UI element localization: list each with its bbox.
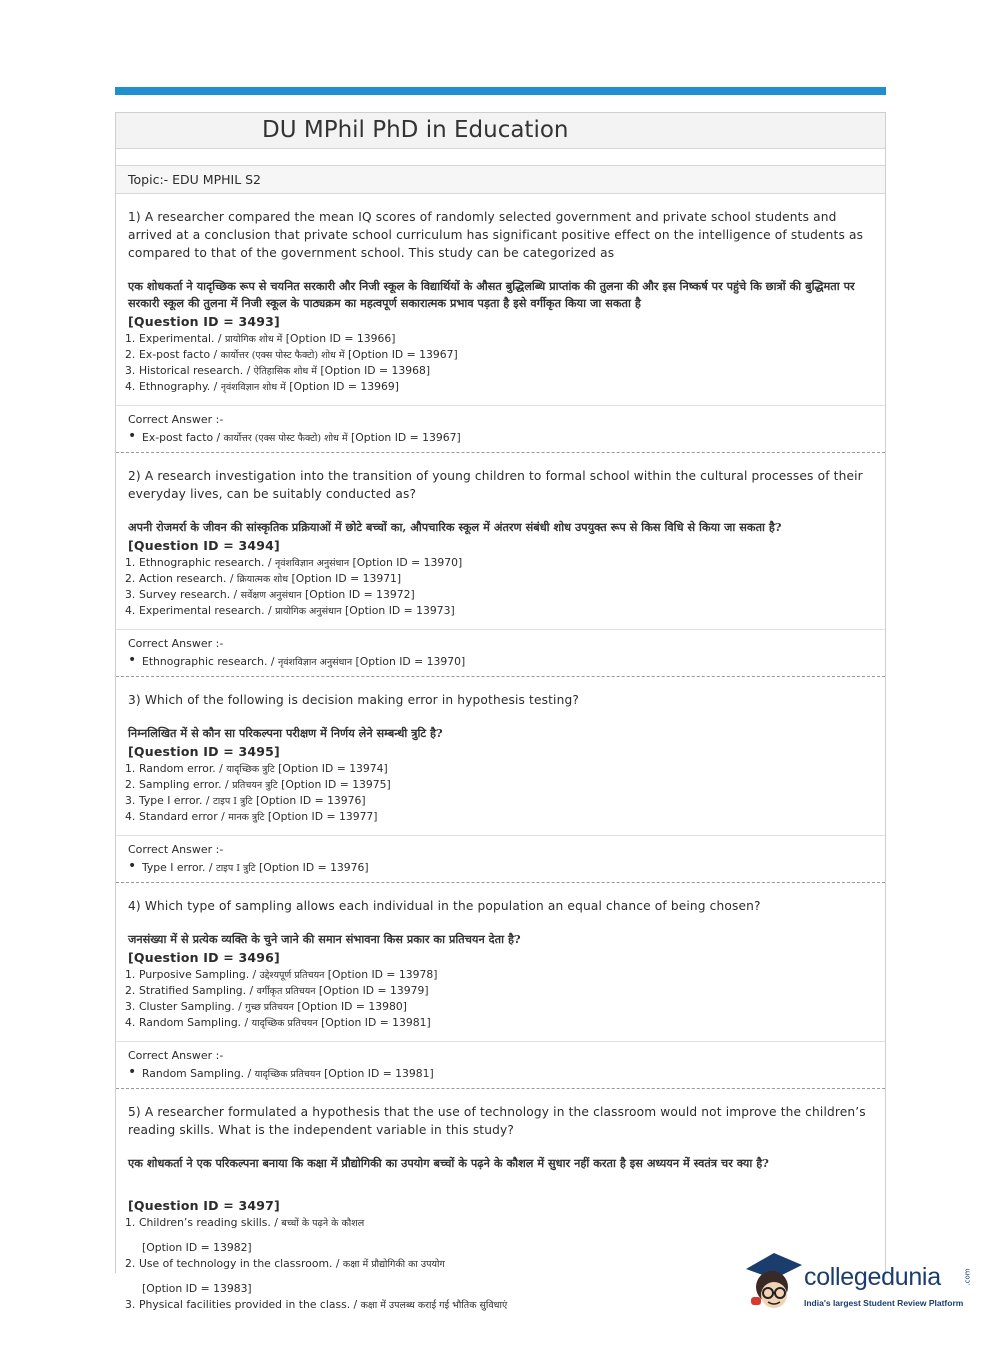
option-item: 2. Ex-post facto / कार्योत्तर (एक्स पोस्ट फैक्टो) शोध में [Option ID = 13967] [125, 348, 458, 361]
correct-answer: • Ethnographic research. / नृवंशविज्ञान अनुसंधान [Option ID = 13970] [128, 654, 873, 670]
option-item: 1. Random error. / यादृच्छिक त्रुटि [Option ID = 13974] [125, 762, 388, 775]
question-block-1 [116, 194, 885, 453]
option-item: 4. Random Sampling. / यादृच्छिक प्रतिचयन [Option ID = 13981] [125, 1016, 431, 1029]
option-item: 3. Survey research. / सर्वेक्षण अनुसंधान [Option ID = 13972] [125, 588, 415, 601]
correct-answer: • Type I error. / टाइप I त्रुटि [Option ID = 13976] [128, 860, 873, 876]
brand-suffix: .com [963, 1268, 972, 1286]
question-text-hi: एक शोधकर्ता ने एक परिकल्पना बनाया कि कक्षा में प्रौद्योगिकी का उपयोग बच्चों के पढ़ने के कौशल में सुधार नहीं करता है इस अध्ययन में स्वतंत्र चर क्या है? [128, 1156, 769, 1170]
question-id: [Question ID = 3496] [128, 950, 280, 965]
option-item: 3. Physical facilities provided in the class. / कक्षा में उपलब्ध कराई गई भौतिक सुविधाएं [125, 1298, 508, 1311]
correct-answer-block [116, 835, 885, 882]
correct-answer: • Ex-post facto / कार्योत्तर (एक्स पोस्ट फैक्टो) शोध में [Option ID = 13967] [128, 430, 873, 446]
option-item: 4. Ethnography. / नृवंशविज्ञान शोध में [Option ID = 13969] [125, 380, 399, 393]
option-item: 1. Ethnographic research. / नृवंशविज्ञान अनुसंधान [Option ID = 13970] [125, 556, 463, 569]
question-id: [Question ID = 3494] [128, 538, 280, 553]
question-id: [Question ID = 3493] [128, 314, 280, 329]
correct-answer-label: Correct Answer :- [128, 843, 224, 856]
question-text-en: 3) Which of the following is decision making error in hypothesis testing? [128, 693, 579, 707]
question-text-hi: निम्नलिखित में से कौन सा परिकल्पना परीक्षण में निर्णय लेने सम्बन्धी त्रुटि है? [128, 726, 443, 740]
correct-answer-label: Correct Answer :- [128, 1049, 224, 1062]
option-item: 3. Type I error. / टाइप I त्रुटि [Option ID = 13976] [125, 794, 366, 807]
correct-answer-label: Correct Answer :- [128, 413, 224, 426]
question-text-en: 1) A researcher compared the mean IQ scores of randomly selected government and private school students and arrived at a conclusion that private school curriculum has significant positive effect on the intelligence of students as compared to that of the government school. This study can be categorized as [128, 210, 864, 260]
header-accent-bar [115, 87, 886, 95]
correct-answer-block [116, 629, 885, 676]
question-block-3 [116, 677, 885, 883]
option-item: 1. Experimental. / प्रायोगिक शोध में [Option ID = 13966] [125, 332, 396, 345]
correct-answer-block [116, 405, 885, 452]
question-id: [Question ID = 3497] [128, 1198, 280, 1213]
collegedunia-logo[interactable] [744, 1247, 974, 1317]
option-item: 2. Sampling error. / प्रतिचयन त्रुटि [Option ID = 13975] [125, 778, 391, 791]
options-list [125, 761, 873, 825]
question-text-hi: जनसंख्या में से प्रत्येक व्यक्ति के चुने जाने की समान संभावना किस प्रकार का प्रतिचयन देता है? [128, 932, 521, 946]
option-item: 1. Purposive Sampling. / उद्देश्यपूर्ण प्रतिचयन [Option ID = 13978] [125, 968, 438, 981]
correct-answer-block [116, 1041, 885, 1088]
page-title: DU MPhil PhD in Education [262, 117, 569, 143]
options-list [125, 1215, 873, 1231]
question-block-2 [116, 453, 885, 677]
options-list [125, 967, 873, 1031]
option-item: 4. Standard error / मानक त्रुटि [Option ID = 13977] [125, 810, 378, 823]
question-text-en: 4) Which type of sampling allows each individual in the population an equal chance of being chosen? [128, 899, 761, 913]
question-text-hi: अपनी रोजमर्रा के जीवन की सांस्कृतिक प्रक्रियाओं में छोटे बच्चों का, औपचारिक स्कूल में अंतरण संबंधी शोध उपयुक्त रूप से किस विधि से किया जा सकता है? [128, 520, 782, 534]
option-item: 2. Stratified Sampling. / वर्गीकृत प्रतिचयन [Option ID = 13979] [125, 984, 429, 997]
correct-answer-label: Correct Answer :- [128, 637, 224, 650]
brand-name: collegedunia [804, 1263, 941, 1291]
question-id: [Question ID = 3495] [128, 744, 280, 759]
option-item: 2. Action research. / क्रियात्मक शोध [Option ID = 13971] [125, 572, 402, 585]
question-text-en: 5) A researcher formulated a hypothesis that the use of technology in the classroom would not improve the children’s reading skills. What is the independent variable in this study? [128, 1105, 866, 1137]
options-list [125, 555, 873, 619]
question-text-hi: एक शोधकर्ता ने यादृच्छिक रूप से चयनित सरकारी और निजी स्कूल के विद्यार्थियों के औसत बुद्धिलब्धि प्राप्तांक की तुलना की और इस निष्कर्ष पर पहुंचे कि छात्रों की बुद्धिमता पर सरकारी स्कूल की तुलना में निजी स्कूल के पाठ्यक्रम का महत्वपूर्ण सकारात्मक प्रभाव पड़ता है इसे वर्गीकृत किया जा सकता है [128, 279, 855, 310]
title-row [116, 113, 885, 149]
option-item: 2. Use of technology in the classroom. / कक्षा में प्रौद्योगिकी का उपयोग [125, 1257, 445, 1270]
question-block-4 [116, 883, 885, 1089]
brand-tagline: India's largest Student Review Platform [804, 1298, 964, 1308]
option-item: 1. Children’s reading skills. / बच्चों के पढ़ने के कौशल [125, 1216, 365, 1229]
mascot-icon [744, 1247, 804, 1311]
option-item: 4. Experimental research. / प्रायोगिक अनुसंधान [Option ID = 13973] [125, 604, 455, 617]
question-text-en: 2) A research investigation into the transition of young children to formal school within the cultural processes of their everyday lives, can be suitably conducted as? [128, 469, 863, 501]
options-list [125, 331, 873, 395]
correct-answer: • Random Sampling. / यादृच्छिक प्रतिचयन [Option ID = 13981] [128, 1066, 873, 1082]
option-item: 3. Cluster Sampling. / गुच्छ प्रतिचयन [Option ID = 13980] [125, 1000, 407, 1013]
topic-label: Topic:- EDU MPHIL S2 [116, 166, 885, 194]
option-item: 3. Historical research. / ऐतिहासिक शोध में [Option ID = 13968] [125, 364, 431, 377]
option-id: [Option ID = 13983] [142, 1282, 252, 1295]
option-id: [Option ID = 13982] [142, 1241, 252, 1254]
